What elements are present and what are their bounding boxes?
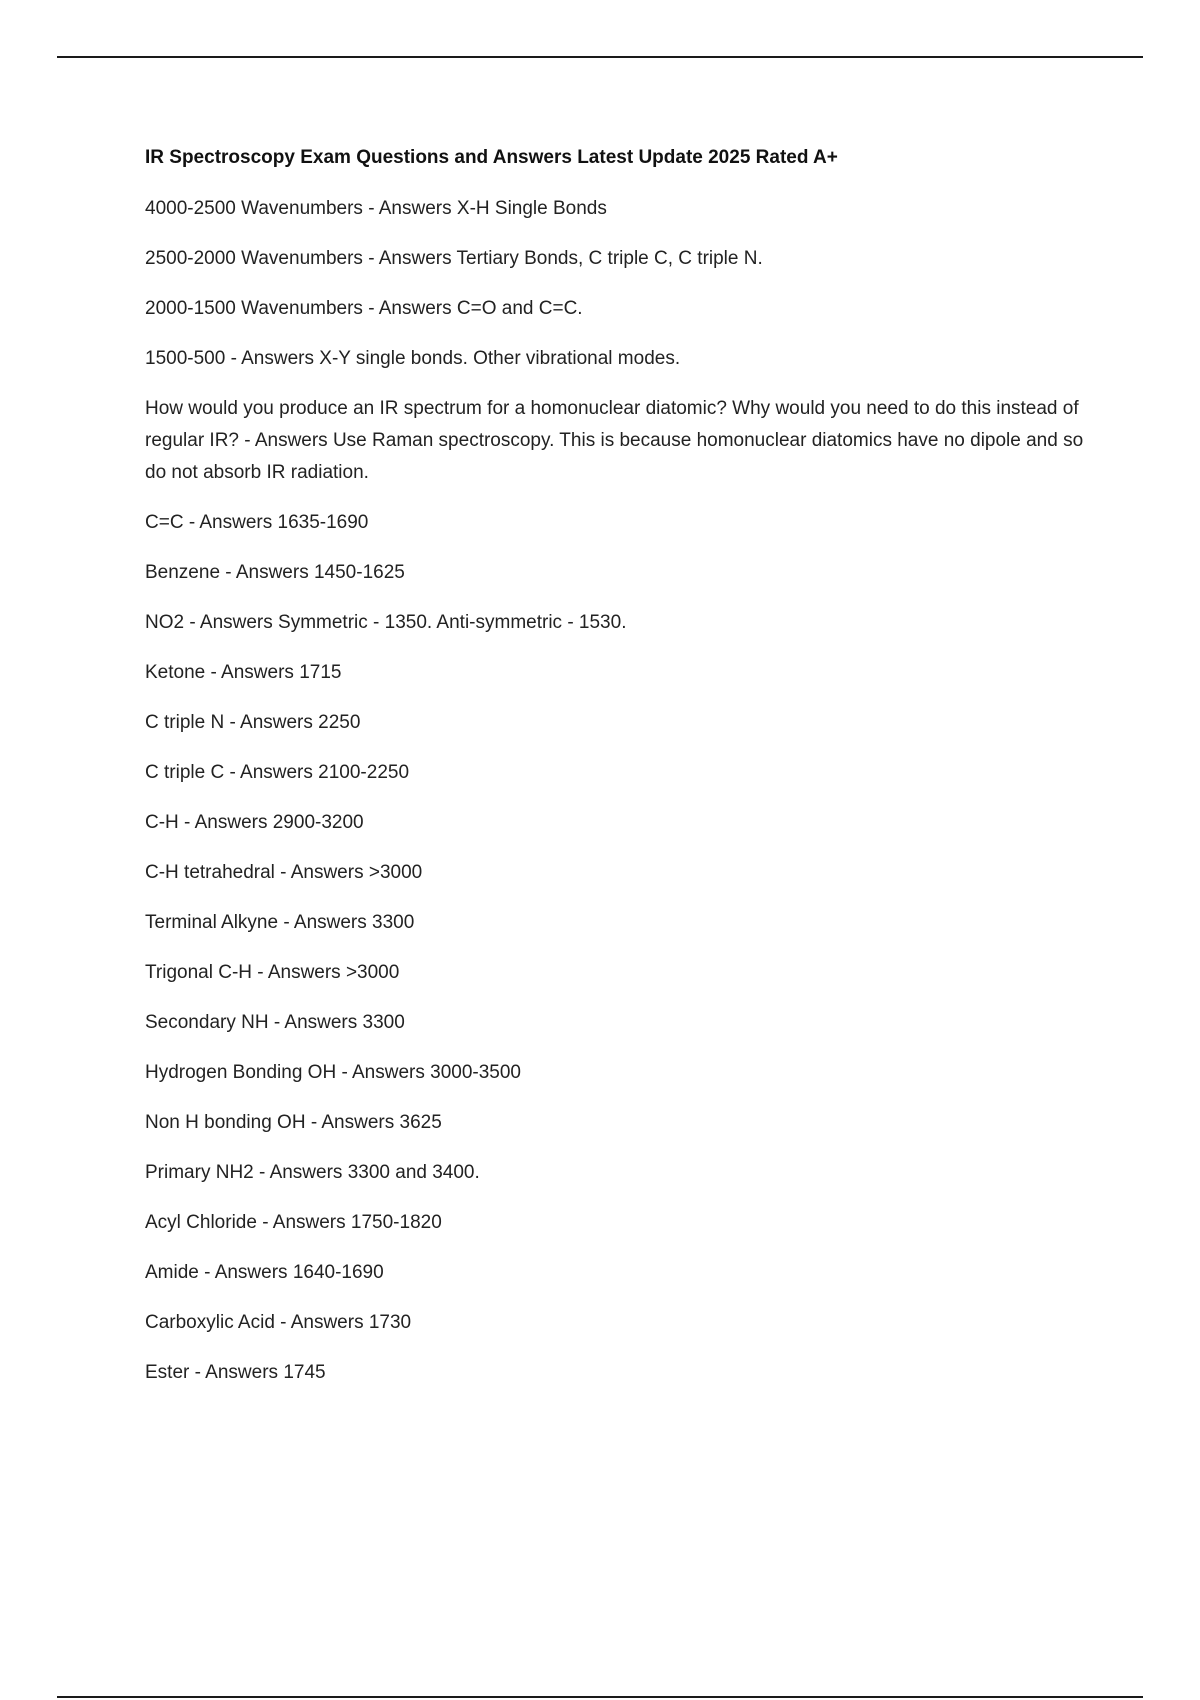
qa-item: Acyl Chloride - Answers 1750-1820 xyxy=(145,1212,442,1233)
document-title: IR Spectroscopy Exam Questions and Answers Latest Update 2025 Rated A+ xyxy=(145,147,838,168)
qa-item: Ketone - Answers 1715 xyxy=(145,662,342,683)
qa-item: Benzene - Answers 1450-1625 xyxy=(145,562,405,583)
qa-item: Amide - Answers 1640-1690 xyxy=(145,1262,384,1283)
qa-item: 1500-500 - Answers X-Y single bonds. Other vibrational modes. xyxy=(145,348,681,369)
qa-item: 2000-1500 Wavenumbers - Answers C=O and C=C. xyxy=(145,298,583,319)
bottom-divider xyxy=(57,1696,1143,1698)
qa-item: Hydrogen Bonding OH - Answers 3000-3500 xyxy=(145,1062,522,1083)
qa-item: 2500-2000 Wavenumbers - Answers Tertiary Bonds, C triple C, C triple N. xyxy=(145,248,763,269)
qa-item: Secondary NH - Answers 3300 xyxy=(145,1012,405,1033)
qa-item: Ester - Answers 1745 xyxy=(145,1362,326,1383)
top-divider xyxy=(57,56,1143,58)
qa-item: C-H - Answers 2900-3200 xyxy=(145,812,364,833)
qa-item: C-H tetrahedral - Answers >3000 xyxy=(145,862,423,883)
qa-item: NO2 - Answers Symmetric - 1350. Anti-symmetric - 1530. xyxy=(145,612,627,633)
qa-item: C=C - Answers 1635-1690 xyxy=(145,512,369,533)
qa-item: C triple N - Answers 2250 xyxy=(145,712,361,733)
qa-item: Carboxylic Acid - Answers 1730 xyxy=(145,1312,412,1333)
qa-item: C triple C - Answers 2100-2250 xyxy=(145,762,410,783)
qa-item: How would you produce an IR spectrum for a homonuclear diatomic? Why would you need to do this instead of regular IR? - Answers Use Raman spectroscopy. This is because homonuclear diatomics have no dipole and so do not absorb IR radiation. xyxy=(145,398,1084,483)
qa-item: Trigonal C-H - Answers >3000 xyxy=(145,962,400,983)
qa-item: Terminal Alkyne - Answers 3300 xyxy=(145,912,415,933)
document-body xyxy=(145,144,1085,1407)
qa-item: 4000-2500 Wavenumbers - Answers X-H Single Bonds xyxy=(145,198,607,219)
qa-item: Primary NH2 - Answers 3300 and 3400. xyxy=(145,1162,480,1183)
qa-item: Non H bonding OH - Answers 3625 xyxy=(145,1112,442,1133)
